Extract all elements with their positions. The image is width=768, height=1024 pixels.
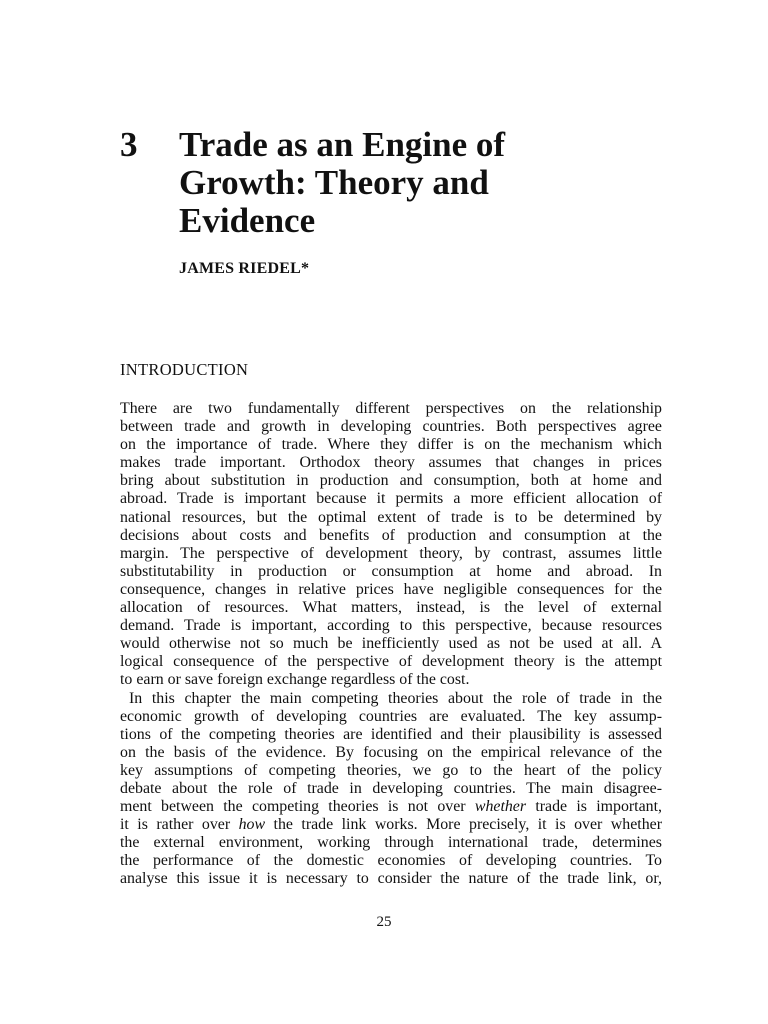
- paragraph-2: [120, 690, 662, 889]
- text-line: margin. The perspective of development theory, by contrast, assumes little: [120, 544, 662, 562]
- chapter-number: 3: [120, 125, 138, 164]
- emphasis-whether: whether: [474, 798, 527, 816]
- text-line: demand. Trade is important, according to this perspective, because resources: [120, 617, 662, 635]
- text-run: it is rather over: [120, 816, 239, 834]
- text-run: ment between the competing theories is not over: [120, 798, 475, 816]
- text-line: bring about substitution in production and consumption, both at home and: [120, 472, 662, 490]
- emphasis-how: how: [238, 816, 266, 834]
- text-line: consequence, changes in relative prices have negligible consequences for the: [120, 580, 662, 598]
- text-line: decisions about costs and benefits of production and consumption at the: [120, 526, 662, 544]
- text-line: the performance of the domestic economies of developing countries. To: [120, 852, 662, 870]
- page-number: 25: [376, 914, 392, 930]
- text-line: economic growth of developing countries are evaluated. The key assump-: [120, 707, 662, 725]
- paragraph-1: [120, 400, 662, 690]
- text-line: analyse this issue it is necessary to consider the nature of the trade link, or,: [120, 870, 662, 888]
- text-line: [120, 798, 662, 816]
- text-line: There are two fundamentally different perspectives on the relationship: [120, 400, 662, 417]
- body-text: [120, 400, 662, 889]
- text-line: on the importance of trade. Where they differ is on the mechanism which: [120, 436, 662, 454]
- text-line: abroad. Trade is important because it permits a more efficient allocation of: [120, 490, 662, 508]
- text-run: trade is important,: [526, 798, 662, 816]
- text-line: allocation of resources. What matters, instead, is the level of external: [120, 599, 662, 617]
- text-line: the external environment, working through international trade, determines: [120, 834, 662, 852]
- section-heading: INTRODUCTION: [120, 360, 249, 379]
- chapter-title: [179, 126, 599, 240]
- text-line: key assumptions of competing theories, we go to the heart of the policy: [120, 761, 662, 779]
- text-line: to earn or save foreign exchange regardless of the cost.: [120, 671, 470, 689]
- text-line: substitutability in production or consumption at home and abroad. In: [120, 562, 662, 580]
- chapter-title-line: Growth: Theory and: [179, 163, 489, 202]
- text-run: the trade link works. More precisely, it is over whether: [265, 816, 662, 834]
- text-line: debate about the role of trade in developing countries. The main disagree-: [120, 779, 662, 797]
- text-line: would otherwise not so much be inefficiently used as not be used at all. A: [120, 635, 662, 653]
- text-line: national resources, but the optimal extent of trade is to be determined by: [120, 508, 662, 526]
- chapter-title-line: Evidence: [179, 201, 316, 240]
- text-line: In this chapter the main competing theories about the role of trade in the: [129, 689, 662, 707]
- text-line: between trade and growth in developing countries. Both perspectives agree: [120, 418, 662, 436]
- text-line: logical consequence of the perspective of development theory is the attempt: [120, 653, 662, 671]
- text-line: on the basis of the evidence. By focusing on the empirical relevance of the: [120, 743, 662, 761]
- chapter-title-line: Trade as an Engine of: [179, 125, 506, 164]
- text-line: makes trade important. Orthodox theory assumes that changes in prices: [120, 454, 662, 472]
- text-line: tions of the competing theories are identified and their plausibility is assessed: [120, 725, 662, 743]
- author-name: JAMES RIEDEL*: [179, 260, 310, 277]
- text-line: [120, 816, 662, 834]
